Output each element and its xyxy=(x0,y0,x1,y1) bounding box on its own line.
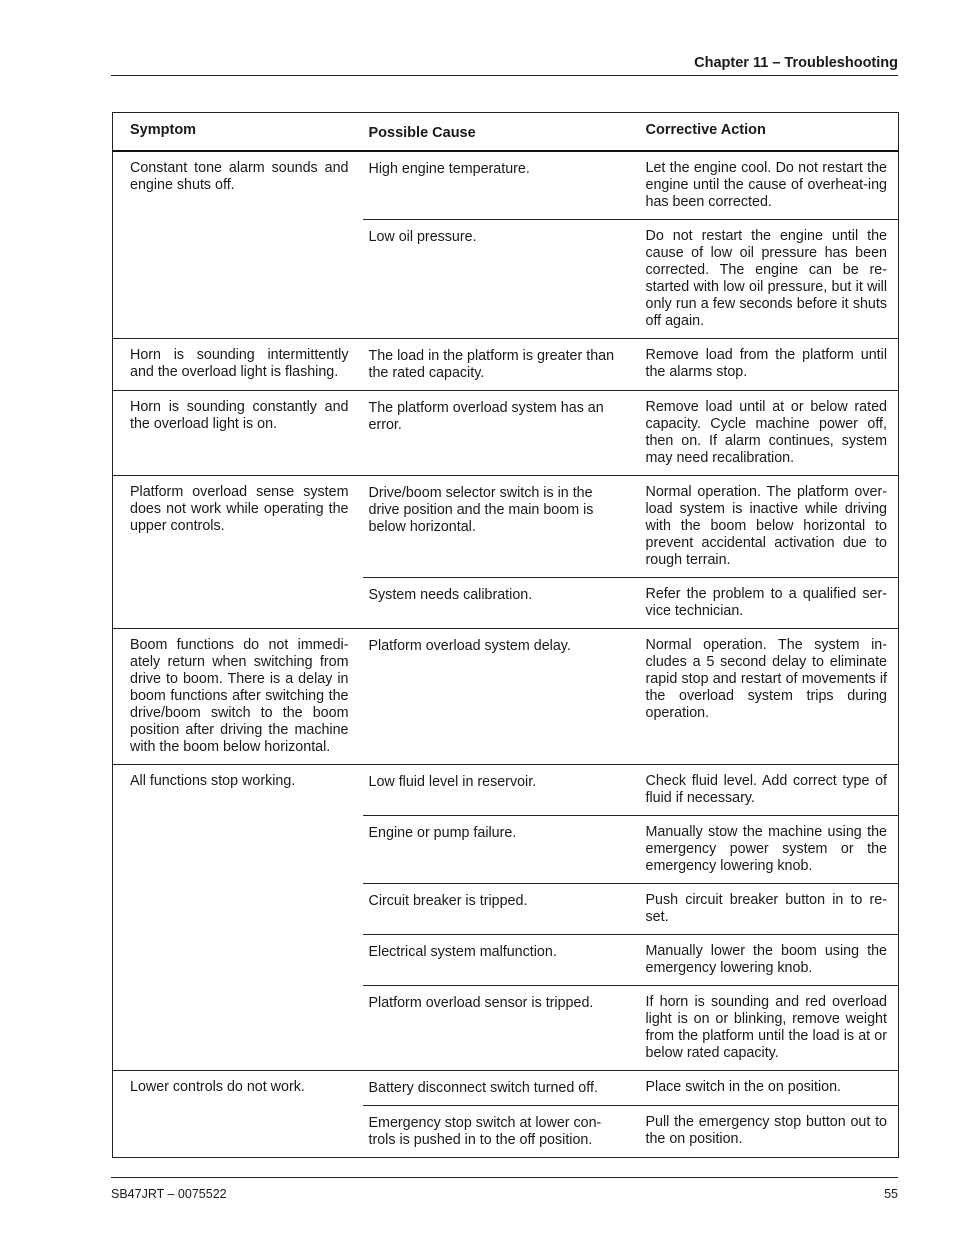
cause-cell: High engine temperature. xyxy=(368,161,530,177)
cause-cell: Low fluid level in reservoir. xyxy=(363,765,630,816)
footer-rule xyxy=(111,1177,898,1178)
action-cell: Normal operation. The platform over-load system is inactive while driving with the boom below horizontal to prevent accidental activation due to rough terrain. xyxy=(630,476,899,578)
header-rule xyxy=(111,75,898,76)
action-cell: Manually stow the machine using the emergency power system or the emergency lowering knob. xyxy=(630,816,899,884)
action-cell: Push circuit breaker button in to re-set. xyxy=(630,884,899,935)
action-cell: Manually lower the boom using the emergency lowering knob. xyxy=(630,935,899,986)
table-row xyxy=(113,151,899,220)
action-cell: If horn is sounding and red overload light is on or blinking, remove weight from the platform until the load is at or below rated capacity. xyxy=(630,986,899,1071)
symptom-cell: Lower controls do not work. xyxy=(113,1071,363,1158)
cause-cell: Engine or pump failure. xyxy=(363,816,630,884)
cause-cell: Emergency stop switch at lower con-trols is pushed in to the off position. xyxy=(363,1106,630,1158)
troubleshooting-table xyxy=(112,112,899,1158)
symptom-cell: Horn is sounding intermittently and the overload light is flashing. xyxy=(113,339,363,391)
symptom-cell: Boom functions do not immedi-ately return when switching from drive to boom. There is a delay in boom functions after switching the drive/boom switch to the boom position after driving the machine with the boom below horizontal. xyxy=(113,629,363,765)
table-row xyxy=(113,391,899,476)
action-cell: Pull the emergency stop button out to the on position. xyxy=(630,1106,899,1158)
symptom-cell: Platform overload sense system does not work while operating the upper controls. xyxy=(113,476,363,629)
action-cell: Remove load from the platform until the alarms stop. xyxy=(630,339,899,391)
cause-cell: Drive/boom selector switch is in the drive position and the main boom is below horizontal. xyxy=(363,476,630,578)
table-body xyxy=(113,151,899,1158)
cause-cell: Battery disconnect switch turned off. xyxy=(363,1071,630,1106)
action-cell: Remove load until at or below rated capacity. Cycle machine power off, then on. If alarm continues, system may need recalibration. xyxy=(630,391,899,476)
action-cell: Normal operation. The system in-cludes a 5 second delay to eliminate rapid stop and restart of movements if the overload system trips during operation. xyxy=(630,629,899,765)
table-row xyxy=(113,1071,899,1106)
symptom-cell: Horn is sounding constantly and the overload light is on. xyxy=(113,391,363,476)
cause-cell: Low oil pressure. xyxy=(363,220,630,339)
action-cell: Do not restart the engine until the cause of low oil pressure has been corrected. The engine can be re-started with low oil pressure, but it will only run a few seconds before it shuts off again. xyxy=(630,220,899,339)
cause-cell: Platform overload sensor is tripped. xyxy=(363,986,630,1071)
table-row xyxy=(113,629,899,765)
table-header-row xyxy=(113,113,899,152)
cause-cell: System needs calibration. xyxy=(363,578,630,629)
cause-cell: Circuit breaker is tripped. xyxy=(363,884,630,935)
cause-cell: The load in the platform is greater than the rated capacity. xyxy=(363,339,630,391)
table-row xyxy=(113,339,899,391)
symptom-cell: All functions stop working. xyxy=(113,765,363,1071)
action-cell: Check fluid level. Add correct type of fluid if necessary. xyxy=(630,765,899,816)
action-cell: Refer the problem to a qualified ser-vice technician. xyxy=(630,578,899,629)
cause-cell: Electrical system malfunction. xyxy=(363,935,630,986)
cause-cell: Platform overload system delay. xyxy=(363,629,630,765)
cause-cell: The platform overload system has an error. xyxy=(363,391,630,476)
symptom-header: Symptom xyxy=(113,113,363,152)
document-id: SB47JRT – 0075522 xyxy=(111,1187,227,1201)
action-cell: Place switch in the on position. xyxy=(630,1071,899,1106)
table-row xyxy=(113,765,899,816)
chapter-heading: Chapter 11 – Troubleshooting xyxy=(694,55,898,71)
table-row xyxy=(113,476,899,578)
action-header: Corrective Action xyxy=(630,113,899,152)
symptom-cell: Constant tone alarm sounds and engine shuts off. xyxy=(130,160,349,193)
cause-header: Possible Cause xyxy=(363,113,630,152)
page-number: 55 xyxy=(884,1187,898,1201)
action-cell: Let the engine cool. Do not restart the engine until the cause of overheat-ing has been corrected. xyxy=(645,160,887,210)
